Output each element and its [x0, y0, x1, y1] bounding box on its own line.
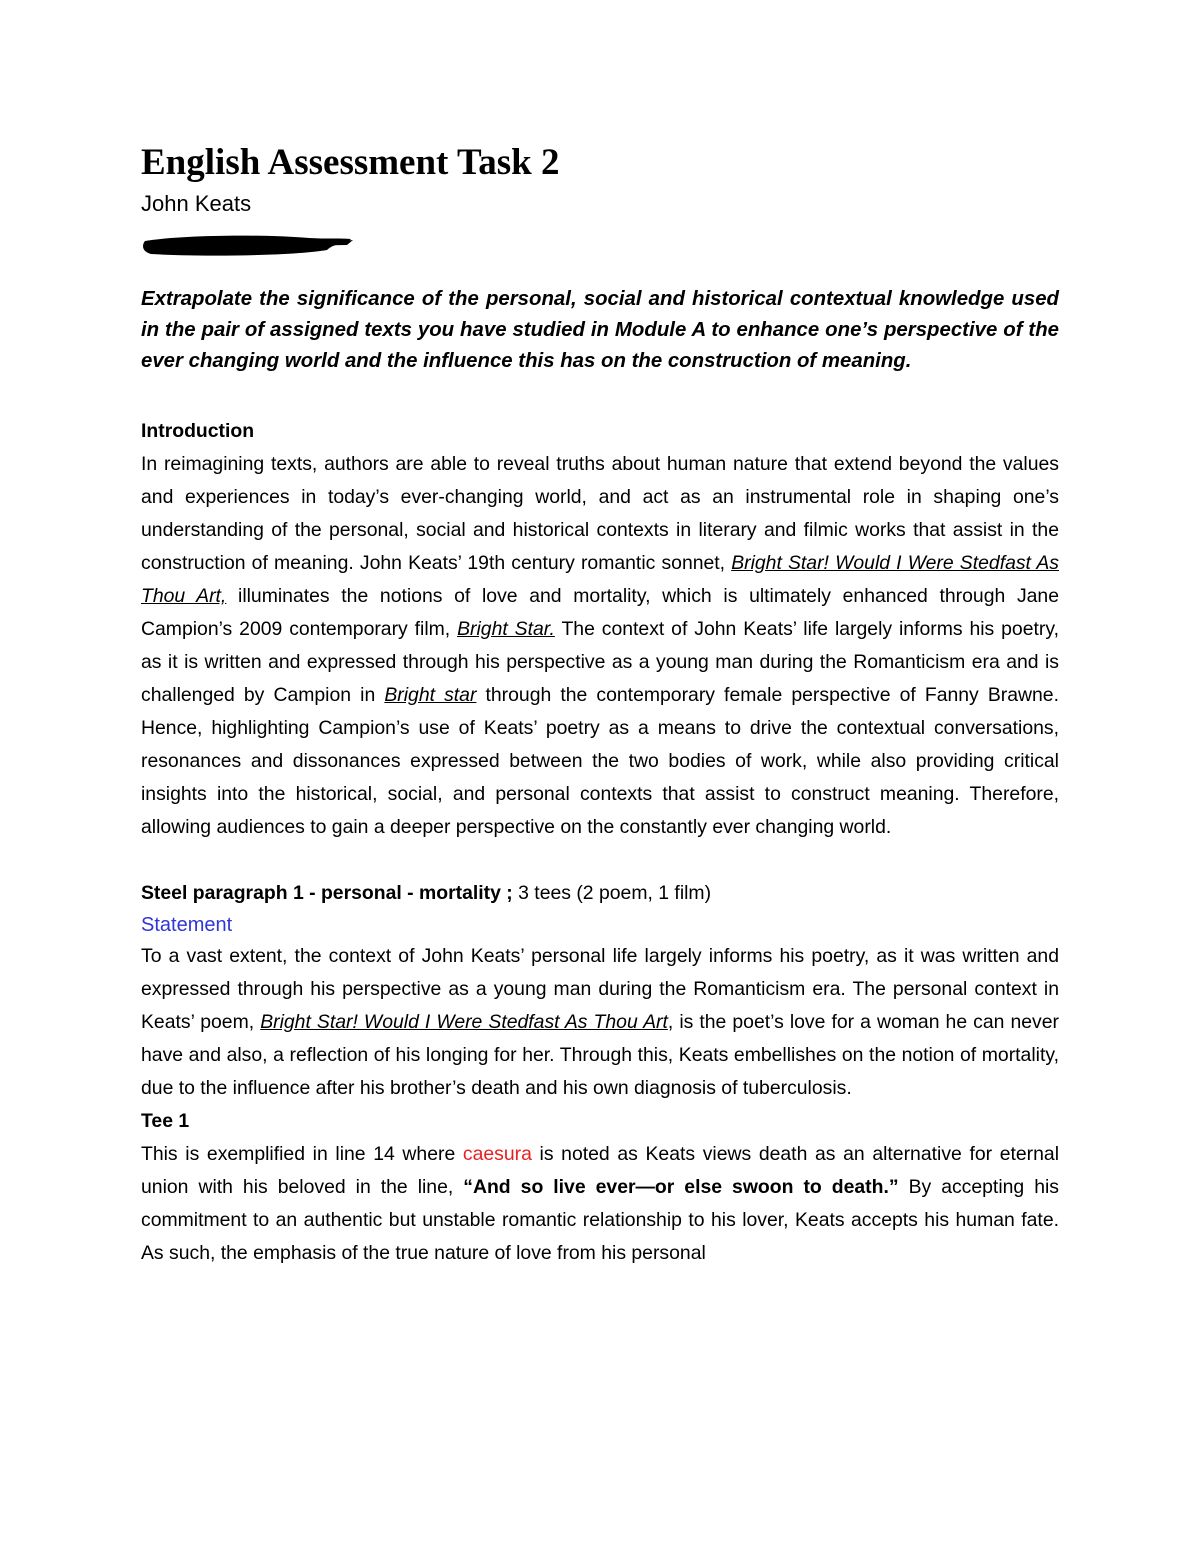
tee-text-2: is noted as Keats views death as an alternative for eternal union with his beloved in the line,: [141, 1143, 1059, 1198]
introduction-heading: Introduction: [141, 420, 255, 442]
intro-text-3: The context of John Keats’ life largely informs his poetry, as it is written and expressed through his perspective as a young man during the Romanticism era and is challenged by Campion in: [141, 618, 1059, 706]
assessment-question: Extrapolate the significance of the personal, social and historical contextual knowledge used in the pair of assigned texts you have studied in Module A to enhance one’s perspective of the ever changing world and the influence this has on the construction of meaning.: [141, 288, 1059, 372]
document-page: [141, 138, 1059, 1270]
redaction-mark: [141, 232, 353, 258]
film-title: Bright Star.: [457, 618, 555, 640]
intro-text-1: In reimagining texts, authors are able to reveal truths about human nature that extend beyond the values and experiences in today’s ever-changing world, and act as an instrumental role in shaping one’s understanding of the personal, social and historical contexts in literary and filmic works that assist in the construction of meaning. John Keats’ 19th century romantic sonnet,: [141, 453, 1059, 574]
intro-text-4: through the contemporary female perspective of Fanny Brawne. Hence, highlighting Campion’s use of Keats’ poetry as a means to drive the contextual conversations, resonances and dissonances expressed between the two bodies of work, while also providing critical insights into the historical, social, and personal contexts that assist to construct meaning. Therefore, allowing audiences to gain a deeper perspective on the constantly ever changing world.: [141, 684, 1059, 838]
tee-text-1: This is exemplified in line 14 where: [141, 1143, 463, 1165]
statement-text-1: To a vast extent, the context of John Keats’ personal life largely informs his poetry, as it was written and expressed through his perspective as a young man during the Romanticism era. The personal context in Keats’ poem,: [141, 945, 1059, 1033]
tee-heading: Tee 1: [141, 1110, 190, 1132]
statement-text-2: , is the poet’s love for a woman he can never have and also, a reflection of his longing for her. Through this, Keats embellishes on the notion of mortality, due to the influence after his brother’s death and his own diagnosis of tuberculosis.: [141, 1011, 1059, 1099]
statement-poem-title: Bright Star! Would I Were Stedfast As Thou Art: [260, 1011, 668, 1033]
statement-label: Statement: [141, 914, 233, 936]
intro-text-2: illuminates the notions of love and mortality, which is ultimately enhanced through Jane Campion’s 2009 contemporary film,: [141, 585, 1060, 640]
steel-heading-normal: 3 tees (2 poem, 1 film): [512, 882, 712, 904]
tee-paragraph: [141, 1138, 1059, 1270]
steel-heading-bold: Steel paragraph 1 - personal - mortality ;: [141, 882, 513, 904]
tee-quote: “And so live ever—or else swoon to death.”: [463, 1176, 899, 1198]
introduction-paragraph: [141, 448, 1059, 844]
tee-text-3: By accepting his commitment to an authentic but unstable romantic relationship to his lover, Keats accepts his human fate. As such, the emphasis of the true nature of love from his personal: [141, 1176, 1059, 1264]
document-subtitle: John Keats: [141, 191, 252, 216]
poem-title: Bright Star! Would I Were Stedfast As Thou Art,: [141, 552, 1059, 607]
film-title-2: Bright star: [384, 684, 477, 706]
steel-paragraph-heading: [141, 877, 1059, 910]
technique-term: caesura: [462, 1143, 532, 1165]
statement-paragraph: [141, 940, 1059, 1105]
document-title: English Assessment Task 2: [141, 142, 560, 183]
